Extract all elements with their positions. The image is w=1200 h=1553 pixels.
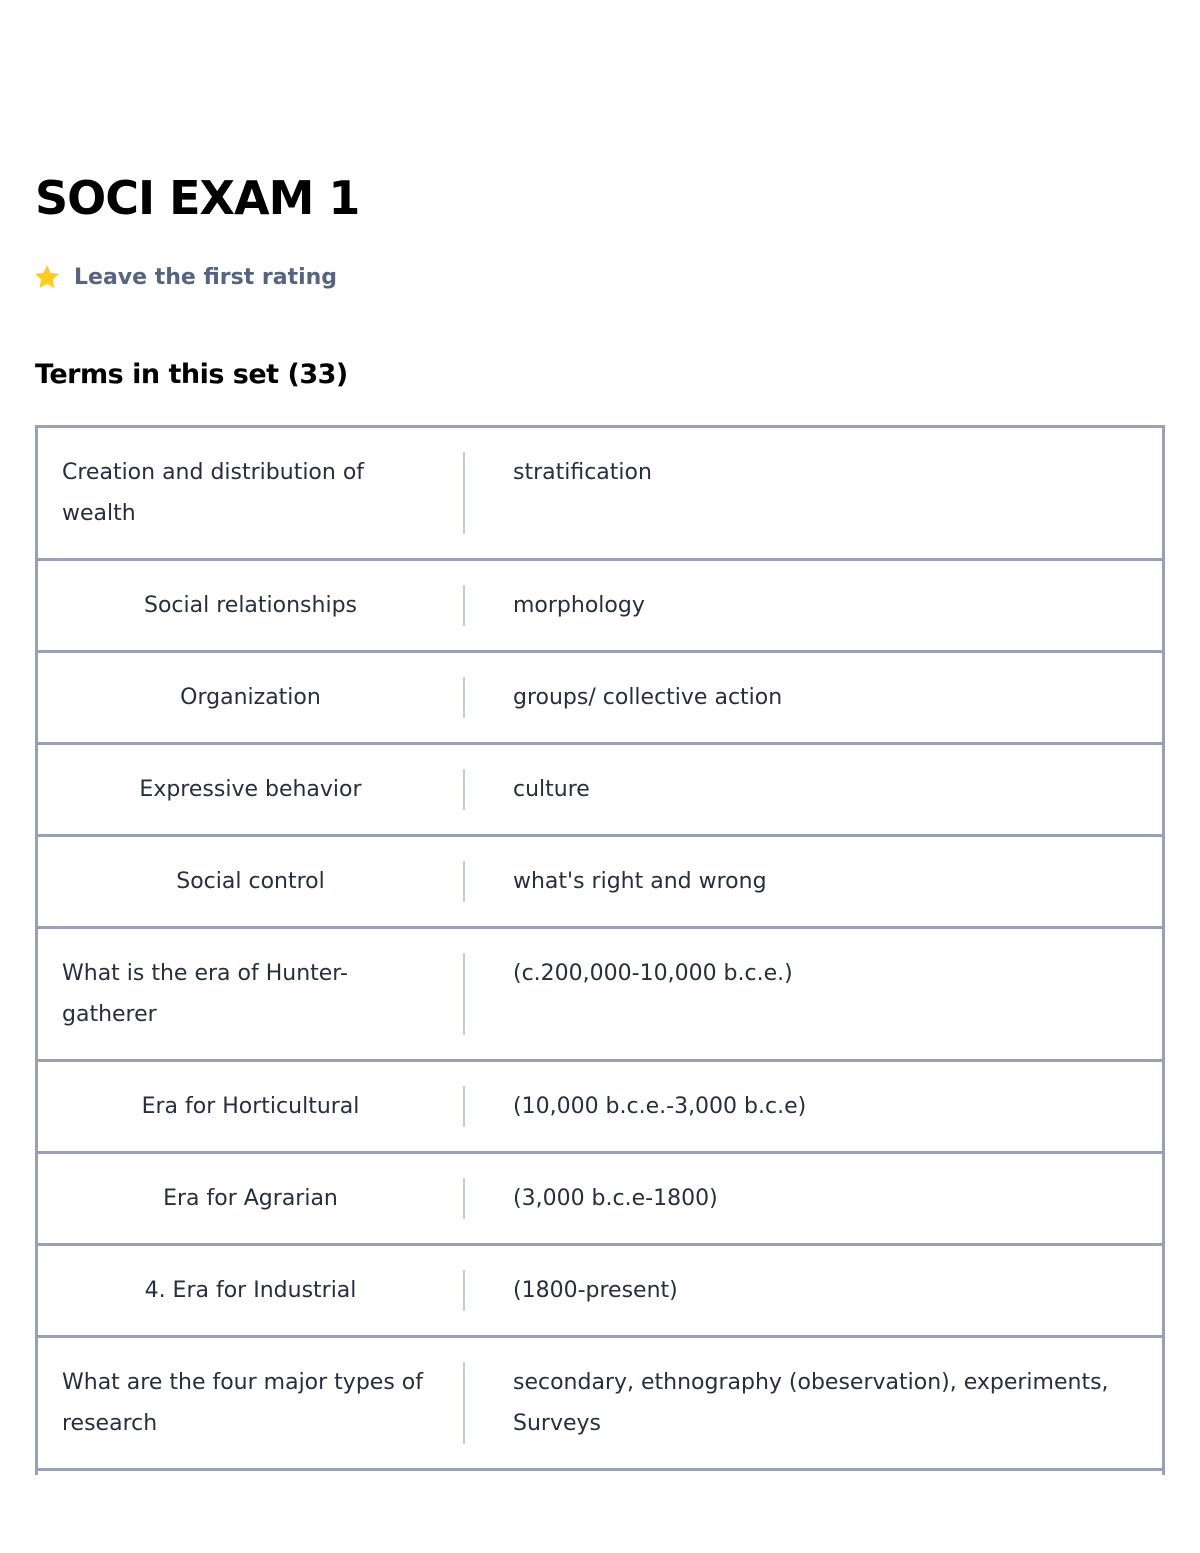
definition-text: secondary, ethnography (obeservation), experiments, Surveys [513,1370,1109,1436]
terms-count-heading: Terms in this set (33) [35,359,348,390]
term-text: Organization [180,685,321,710]
definition-text: (1800-present) [513,1278,678,1303]
term-text: Creation and distribution of wealth [62,460,365,526]
definition-text: morphology [513,593,645,618]
star-icon [33,263,61,291]
term-text: Social relationships [144,593,357,618]
definition-text: culture [513,777,590,802]
page-title: SOCI EXAM 1 [35,171,360,225]
term-text: Expressive behavior [139,777,362,802]
term-row [38,1154,1162,1246]
term-row [38,1246,1162,1338]
term-text: Social control [176,869,325,894]
term-row [38,428,1162,561]
definition-text: groups/ collective action [513,685,783,710]
rating-label: Leave the first rating [74,264,338,290]
term-text: 4. Era for Industrial [144,1278,357,1303]
term-text: What is the era of Hunter-gatherer [62,961,348,1027]
term-text: Era for Agrarian [163,1186,338,1211]
definition-text: (c.200,000-10,000 b.c.e.) [513,961,793,986]
term-text: What are the four major types of research [62,1370,423,1436]
term-row [38,837,1162,929]
term-row [38,1062,1162,1154]
term-row [38,653,1162,745]
definition-text: what's right and wrong [513,869,767,894]
definition-text: stratification [513,460,652,485]
definition-text: (10,000 b.c.e.-3,000 b.c.e) [513,1094,807,1119]
term-row [38,561,1162,653]
term-row [38,745,1162,837]
term-row [38,929,1162,1062]
terms-list [35,425,1165,1475]
term-row [38,1338,1162,1471]
term-text: Era for Horticultural [141,1094,360,1119]
definition-text: (3,000 b.c.e-1800) [513,1186,718,1211]
leave-rating-button[interactable] [33,260,337,294]
